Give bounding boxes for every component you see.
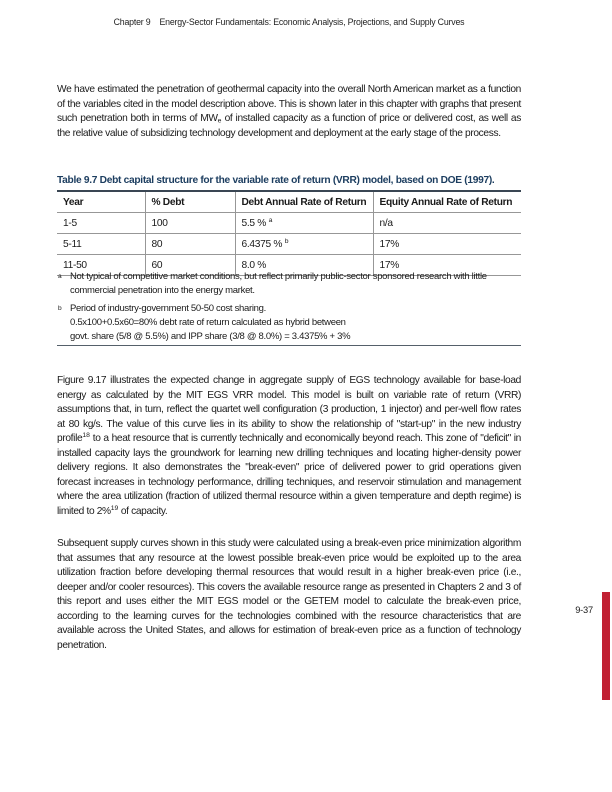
footnote-b-line1: Period of industry-government 50-50 cost sharing.: [70, 303, 266, 314]
footnote-ref-a: a: [268, 216, 273, 224]
chapter-edge-tab: [602, 592, 610, 700]
chapter-label: Chapter 9: [113, 17, 151, 27]
footnote-a-marker: a: [58, 273, 62, 280]
footnote-b-line2: 0.5x100+0.5x60=80% debt rate of return calculated as hybrid between: [70, 317, 346, 328]
debt-ror-value: 5.5 %: [241, 217, 269, 229]
p2-text-mid: to a heat resource that is currently technically and economically beyond reach. This zone of "deficit" in installed capacity lays the groundwork for learning new drilling techniques and locating higher-density power delivery regions. It also demonstrates the "break-even" price of delivered power to grid operations given forecast increases in technology performance, drilling techniques, and reservoir stimulation and management where the area utilization (fraction of utilized thermal resource within a given temperature and depth regime) is limited to 2%: [57, 433, 521, 517]
cell-equity-ror: 17%: [373, 255, 521, 276]
header-title: Energy-Sector Fundamentals: Economic Analysis, Projections, and Supply Curves: [159, 17, 465, 27]
endnote-ref-18: 18: [82, 432, 90, 439]
table-footnotes: [57, 270, 521, 348]
debt-capital-structure-table: [57, 190, 521, 276]
endnote-ref-19: 19: [110, 504, 119, 512]
column-header-debt-ror: Debt Annual Rate of Return: [235, 191, 373, 213]
cell-year: 1-5: [57, 213, 145, 234]
cell-year: 5-11: [57, 234, 145, 255]
footnote-b: [57, 302, 521, 344]
table-header-row: [57, 191, 521, 213]
p1-text-post: of installed capacity as a function of price or delivered cost, as well as the relative value of subsidizing technology development and deployment at the early stage of the process.: [57, 113, 521, 139]
cell-year: 11-50: [57, 255, 145, 276]
column-header-equity-ror: Equity Annual Rate of Return: [373, 191, 521, 213]
running-header: [57, 17, 521, 27]
page-number: 9-37: [575, 605, 593, 615]
cell-debt-ror: [235, 234, 373, 255]
paragraph-supply-curves: Subsequent supply curves shown in this study were calculated using a break-even price minimization algorithm that assumes that any resource at the lowest possible break-even price would be exploited up to the area utilization fraction before developing thermal resources that would result in a higher break-even price (i.e., deeper and/or cooler resources). This covers the available resource range as presented in Chapters 2 and 3 of this report and uses either the MIT EGS model or the GETEM model to calculate the break-even price, according to the learning curves for the technologies combined with the resource characteristics that are available across the United States, and allows for estimation of break-even price as a function of technology penetration.: [57, 538, 521, 651]
subscript-e: e: [217, 117, 222, 125]
paragraph-market-penetration: [57, 83, 521, 141]
footnote-a-text: Not typical of competitive market conditions, but reflect primarily public-sector sponsored research with little commercial penetration into the energy market.: [70, 271, 487, 296]
p1-text-pre: We have estimated the penetration of geothermal capacity into the overall North American market as a function of the variables cited in the model description above. This is shown later in this chapter with graphs that present such penetration both in terms of MW: [57, 84, 521, 124]
paragraph-figure-9-17: [57, 374, 521, 519]
cell-pct-debt: 60: [145, 255, 235, 276]
table-bottom-rule: [57, 345, 521, 346]
footnote-a: [57, 270, 521, 298]
column-header-pct-debt: % Debt: [145, 191, 235, 213]
cell-debt-ror: [235, 213, 373, 234]
cell-pct-debt: 80: [145, 234, 235, 255]
footnote-ref-b: b: [284, 237, 289, 245]
debt-ror-value: 8.0 %: [241, 259, 267, 271]
p2-text-post: of capacity.: [118, 505, 168, 517]
footnote-b-marker: b: [58, 305, 62, 312]
cell-pct-debt: 100: [145, 213, 235, 234]
cell-equity-ror: 17%: [373, 234, 521, 255]
p2-text-pre: Figure 9.17 illustrates the expected change in aggregate supply of EGS technology available for base-load energy as calculated by the MIT EGS VRR model. This model is built on variable rate of return (VRR) assumptions that, in turn, reflect the quartet well configuration (3 production, 1 injector) and per-well flow rates at 80 kg/s. The value of this curve lies in its ability to show the relationship of "start-up" in the new industry profile: [57, 375, 521, 444]
column-header-year: Year: [57, 191, 145, 213]
footnote-b-line3: govt. share (5/8 @ 5.5%) and IPP share (3/8 @ 8.0%) = 3.4375% + 3%: [70, 331, 351, 342]
table-row: [57, 234, 521, 255]
debt-ror-value: 6.4375 %: [241, 238, 285, 250]
table-caption: Table 9.7 Debt capital structure for the variable rate of return (VRR) model, based on DOE (1997).: [57, 175, 495, 186]
cell-equity-ror: n/a: [373, 213, 521, 234]
table-row: [57, 213, 521, 234]
